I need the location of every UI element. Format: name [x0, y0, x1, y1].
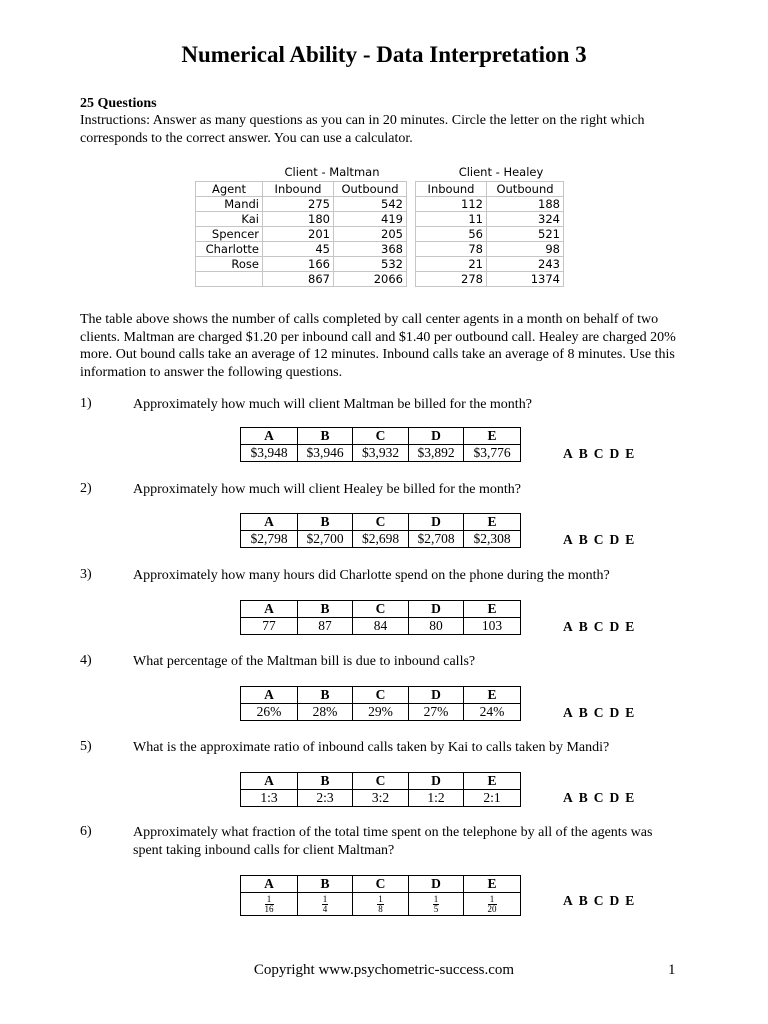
answer-choice-letters: [563, 619, 640, 635]
description-text: The table above shows the number of calls completed by call center agents in a month on behalf of two clients. Maltman are charged $1.20 per inbound call and $1.40 per outbound call. Healey are charged 20% more. Out bound calls take an average of 12 minutes. Inbound calls take an average of 8 minutes. Use this information to answer the following questions.: [80, 312, 676, 380]
choice-e[interactable]: E: [625, 790, 635, 805]
footer-copyright: Copyright www.psychometric-success.com: [253, 962, 515, 978]
option-value: 26%: [241, 704, 298, 721]
answer-choice-letters: [563, 705, 640, 721]
option-letter: A: [241, 773, 298, 790]
option-value: 2:3: [298, 790, 353, 807]
table-cell: 112: [416, 197, 487, 212]
question-text: Approximately how much will client Maltman be billed for the month?: [133, 397, 532, 412]
table-cell: 521: [487, 227, 564, 242]
option-letter: C: [353, 773, 409, 790]
table-cell: Kai: [196, 212, 263, 227]
option-letter: D: [409, 687, 464, 704]
table-row: [196, 197, 564, 212]
table-cell: 98: [487, 242, 564, 257]
option-letter: D: [409, 773, 464, 790]
table-row: [196, 212, 564, 227]
choice-e[interactable]: E: [625, 446, 635, 461]
table-cell: 205: [334, 227, 407, 242]
option-letter: E: [464, 876, 521, 893]
table-header-cell: Outbound: [334, 182, 407, 197]
question-text: Approximately how much will client Healey be billed for the month?: [133, 482, 522, 497]
calls-table: [195, 181, 564, 287]
choice-b[interactable]: B: [578, 790, 588, 805]
option-letter: B: [298, 876, 353, 893]
answer-choice-letters: [563, 532, 640, 548]
option-letter: B: [298, 428, 353, 445]
option-value: 2:1: [464, 790, 521, 807]
answer-choice-letters: [563, 893, 640, 909]
option-letter: A: [241, 428, 298, 445]
option-letter: C: [353, 687, 409, 704]
table-cell: Spencer: [196, 227, 263, 242]
instructions-text: Instructions: Answer as many questions as you can in 20 minutes. Circle the letter on the right which corresponds to the correct answer. You can use a calculator.: [80, 113, 645, 146]
option-value: [409, 893, 464, 916]
option-letter: D: [409, 876, 464, 893]
choice-d[interactable]: D: [609, 705, 620, 720]
option-letter: E: [464, 428, 521, 445]
client-maltman-heading: Client - Maltman: [284, 165, 380, 179]
table-cell: 1374: [487, 272, 564, 287]
choice-c[interactable]: C: [593, 532, 604, 547]
table-cell: 867: [263, 272, 334, 287]
option-value: 84: [353, 618, 409, 635]
table-cell: 324: [487, 212, 564, 227]
option-letter: B: [298, 687, 353, 704]
question-number: 5): [80, 739, 92, 754]
option-value: 28%: [298, 704, 353, 721]
table-cell: 201: [263, 227, 334, 242]
choice-c[interactable]: C: [593, 790, 604, 805]
choice-a[interactable]: A: [563, 532, 573, 547]
page-number: 1: [668, 962, 676, 978]
question-number: 3): [80, 567, 92, 582]
table-cell: 243: [487, 257, 564, 272]
answer-options-table: [240, 600, 521, 635]
question-text: What is the approximate ratio of inbound calls taken by Kai to calls taken by Mandi?: [133, 740, 610, 755]
table-cell: 278: [416, 272, 487, 287]
option-value: $3,932: [353, 445, 409, 462]
table-header-cell: Outbound: [487, 182, 564, 197]
table-cell: 166: [263, 257, 334, 272]
table-cell: 11: [416, 212, 487, 227]
document-title: Numerical Ability - Data Interpretation 3: [181, 42, 587, 67]
choice-b[interactable]: B: [578, 619, 588, 634]
table-row: [196, 257, 564, 272]
table-cell: [196, 272, 263, 287]
option-value: 29%: [353, 704, 409, 721]
fraction: $\frac{1}{5}$: [433, 893, 439, 914]
table-totals-row: [196, 272, 564, 287]
option-value: $3,776: [464, 445, 521, 462]
option-letter: E: [464, 601, 521, 618]
choice-a[interactable]: A: [563, 619, 573, 634]
table-cell: Rose: [196, 257, 263, 272]
option-value: [298, 893, 353, 916]
option-value: $3,892: [409, 445, 464, 462]
option-value: [464, 893, 521, 916]
choice-d[interactable]: D: [609, 893, 620, 908]
option-value: $2,798: [241, 531, 298, 548]
answer-choice-letters: [563, 790, 640, 806]
choice-e[interactable]: E: [625, 532, 635, 547]
option-value: $3,946: [298, 445, 353, 462]
choice-b[interactable]: B: [578, 893, 588, 908]
option-letter: E: [464, 773, 521, 790]
choice-a[interactable]: A: [563, 790, 573, 805]
fraction: $\frac{1}{20}$: [487, 893, 497, 914]
table-header-cell: Inbound: [263, 182, 334, 197]
table-header-cell: Inbound: [416, 182, 487, 197]
table-cell: 56: [416, 227, 487, 242]
table-cell: 419: [334, 212, 407, 227]
calls-data-table: [195, 165, 564, 287]
choice-c[interactable]: C: [593, 619, 604, 634]
choice-e[interactable]: E: [625, 619, 635, 634]
option-value: 77: [241, 618, 298, 635]
answer-options-table: [240, 513, 521, 548]
option-value: 27%: [409, 704, 464, 721]
answer-options-table: [240, 427, 521, 462]
answer-options-table: [240, 772, 521, 807]
option-letter: A: [241, 601, 298, 618]
question-number: 6): [80, 824, 92, 839]
fraction: $\frac{1}{8}$: [378, 893, 383, 914]
option-letter: E: [464, 687, 521, 704]
table-cell: Charlotte: [196, 242, 263, 257]
table-row: [196, 227, 564, 242]
fraction: $\frac{1}{16}$: [264, 893, 274, 914]
table-cell: 275: [263, 197, 334, 212]
choice-a[interactable]: A: [563, 893, 573, 908]
option-letter: C: [353, 601, 409, 618]
table-cell: 2066: [334, 272, 407, 287]
choice-c[interactable]: C: [593, 893, 604, 908]
option-value: [241, 893, 298, 916]
option-value: 24%: [464, 704, 521, 721]
choice-d[interactable]: D: [609, 532, 620, 547]
option-value: $3,948: [241, 445, 298, 462]
option-value: $2,700: [298, 531, 353, 548]
choice-e[interactable]: E: [625, 705, 635, 720]
table-cell: 532: [334, 257, 407, 272]
option-letter: B: [298, 601, 353, 618]
option-letter: E: [464, 514, 521, 531]
option-value: 80: [409, 618, 464, 635]
answer-options-table: [240, 875, 521, 916]
option-letter: B: [298, 514, 353, 531]
option-value: 103: [464, 618, 521, 635]
option-value: 3:2: [353, 790, 409, 807]
choice-b[interactable]: B: [578, 705, 588, 720]
table-cell: 21: [416, 257, 487, 272]
table-cell: 180: [263, 212, 334, 227]
option-letter: A: [241, 687, 298, 704]
table-cell: 78: [416, 242, 487, 257]
table-row: [196, 242, 564, 257]
option-letter: A: [241, 514, 298, 531]
question-count: 25 Questions: [80, 96, 157, 111]
option-value: [353, 893, 409, 916]
question-text: Approximately how many hours did Charlotte spend on the phone during the month?: [133, 568, 610, 583]
option-value: $2,698: [353, 531, 409, 548]
choice-a[interactable]: A: [563, 446, 573, 461]
option-letter: A: [241, 876, 298, 893]
table-header-cell: Agent: [196, 182, 263, 197]
table-cell: 542: [334, 197, 407, 212]
question-text: Approximately what fraction of the total time spent on the telephone by all of the agents was spent taking inbound calls for client Maltman?: [133, 825, 653, 858]
option-letter: D: [409, 428, 464, 445]
answer-options-table: [240, 686, 521, 721]
choice-e[interactable]: E: [625, 893, 635, 908]
option-value: $2,708: [409, 531, 464, 548]
table-cell: 188: [487, 197, 564, 212]
answer-choice-letters: [563, 446, 640, 462]
client-healey-heading: Client - Healey: [458, 165, 544, 179]
option-letter: D: [409, 601, 464, 618]
choice-d[interactable]: D: [609, 790, 620, 805]
option-value: $2,308: [464, 531, 521, 548]
table-cell: Mandi: [196, 197, 263, 212]
choice-a[interactable]: A: [563, 705, 573, 720]
choice-c[interactable]: C: [593, 705, 604, 720]
option-value: 1:3: [241, 790, 298, 807]
option-value: 1:2: [409, 790, 464, 807]
choice-d[interactable]: D: [609, 446, 620, 461]
choice-c[interactable]: C: [593, 446, 604, 461]
question-text: What percentage of the Maltman bill is due to inbound calls?: [133, 654, 476, 669]
choice-b[interactable]: B: [578, 532, 588, 547]
question-number: 1): [80, 396, 92, 411]
option-letter: D: [409, 514, 464, 531]
option-value: 87: [298, 618, 353, 635]
question-number: 2): [80, 481, 92, 496]
fraction: $\frac{1}{4}$: [322, 893, 328, 914]
option-letter: B: [298, 773, 353, 790]
table-cell: 368: [334, 242, 407, 257]
table-cell: 45: [263, 242, 334, 257]
option-letter: C: [353, 428, 409, 445]
choice-b[interactable]: B: [578, 446, 588, 461]
question-number: 4): [80, 653, 92, 668]
table-header-row: [196, 182, 564, 197]
option-letter: C: [353, 876, 409, 893]
choice-d[interactable]: D: [609, 619, 620, 634]
option-letter: C: [353, 514, 409, 531]
